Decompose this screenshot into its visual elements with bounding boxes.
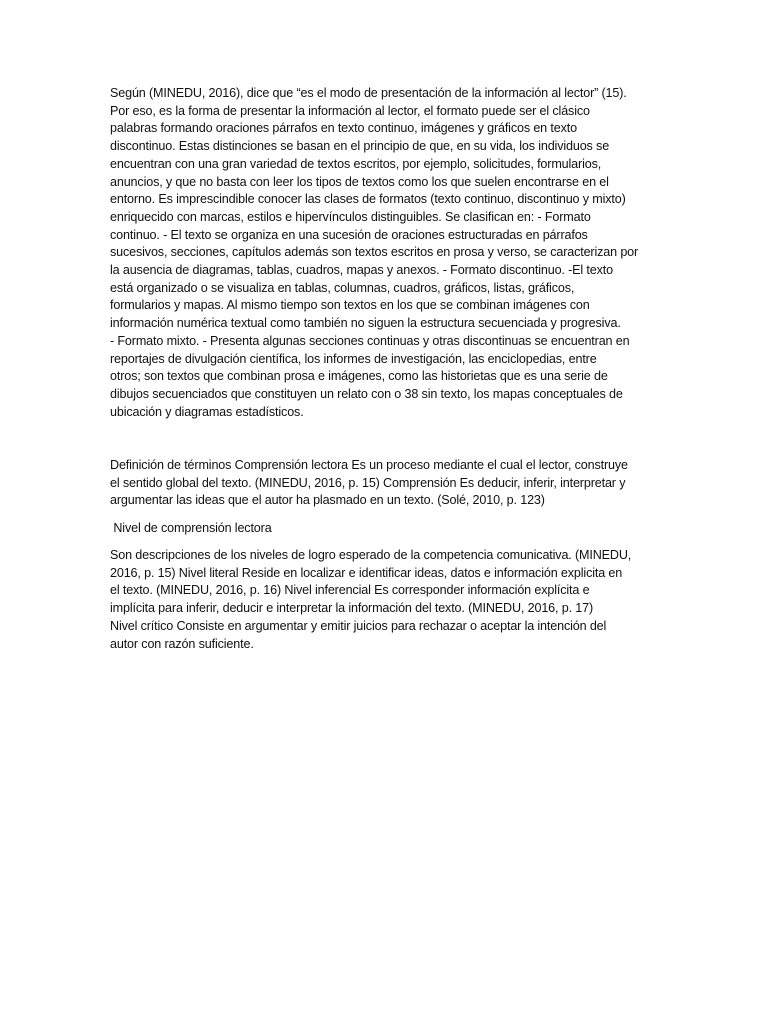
text-line: encuentran con una gran variedad de textos escritos, por ejemplo, solicitudes, formularios, (110, 156, 602, 171)
text-line: implícita para inferir, deducir e interpretar la información del texto. (MINEDU, 2016, p. 17) (110, 601, 594, 616)
paragraph-text-formats (110, 85, 658, 421)
text-line: continuo. - El texto se organiza en una sucesión de oraciones estructuradas en párrafos (110, 227, 588, 242)
text-line: dibujos secuenciados que constituyen un relato con o 38 sin texto, los mapas conceptuales de (110, 386, 623, 401)
text-line: Por eso, es la forma de presentar la información al lector, el formato puede ser el clásico (110, 103, 590, 118)
text-line: Nivel crítico Consiste en argumentar y emitir juicios para rechazar o aceptar la intención del (110, 618, 607, 633)
text-line: anuncios, y que no basta con leer los tipos de textos como los que suelen encontrarse en el (110, 174, 609, 189)
text-line: la ausencia de diagramas, tablas, cuadros, mapas y anexos. - Formato discontinuo. -El texto (110, 263, 613, 278)
text-line: el texto. (MINEDU, 2016, p. 16) Nivel inferencial Es corresponder información explícita e (110, 583, 590, 598)
text-line: palabras formando oraciones párrafos en texto continuo, imágenes y gráficos en texto (110, 121, 577, 136)
text-line: Definición de términos Comprensión lectora Es un proceso mediante el cual el lector, construye (110, 458, 628, 472)
section-heading (110, 520, 658, 538)
text-line: el sentido global del texto. (MINEDU, 2016, p. 15) Comprensión Es deducir, inferir, interpretar y (110, 475, 626, 490)
text-line: ubicación y diagramas estadísticos. (110, 404, 304, 419)
text-line: Según (MINEDU, 2016), dice que “es el modo de presentación de la información al lector” (15). (110, 86, 627, 100)
heading-text: Nivel de comprensión lectora (110, 521, 272, 535)
text-line: argumentar las ideas que el autor ha plasmado en un texto. (Solé, 2010, p. 123) (110, 493, 545, 508)
paragraph-definitions (110, 457, 658, 510)
text-line: entorno. Es imprescindible conocer las clases de formatos (texto continuo, discontinuo y mixto) (110, 192, 626, 207)
text-line: reportajes de divulgación científica, los informes de investigación, las enciclopedias, entre (110, 351, 597, 366)
text-line: información numérica textual como también no siguen la estructura secuenciada y progresiva. (110, 316, 621, 331)
text-line: sucesivos, secciones, capítulos además son textos escritos en prosa y verso, se caracterizan por (110, 245, 639, 260)
text-line: 2016, p. 15) Nivel literal Reside en localizar e identificar ideas, datos e información explicita en (110, 565, 623, 580)
paragraph-levels (110, 547, 658, 653)
text-line: discontinuo. Estas distinciones se basan en el principio de que, en su vida, los individuos se (110, 139, 610, 154)
text-line: enriquecido con marcas, estilos e hipervínculos distinguibles. Se clasifican en: - Formato (110, 209, 591, 224)
text-line: - Formato mixto. - Presenta algunas secciones continuas y otras discontinuas se encuentran en (110, 333, 630, 348)
text-line: Son descripciones de los niveles de logro esperado de la competencia comunicativa. (MINEDU, (110, 548, 632, 562)
text-line: está organizado o se visualiza en tablas, columnas, cuadros, gráficos, listas, gráficos, (110, 280, 575, 295)
text-line: autor con razón suficiente. (110, 636, 254, 651)
text-line: otros; son textos que combinan prosa e imágenes, como las historietas que es una serie de (110, 369, 608, 384)
text-line: formularios y mapas. Al mismo tiempo son textos en los que se combinan imágenes con (110, 298, 590, 313)
